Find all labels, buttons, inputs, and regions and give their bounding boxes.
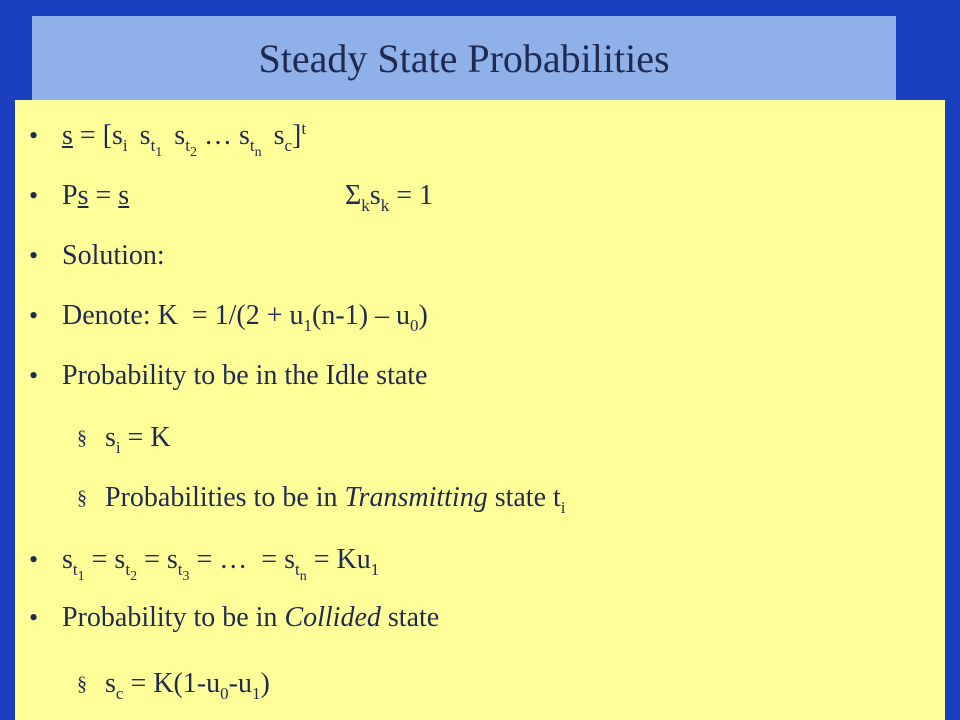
sub-bullet-transmitting: [15, 478, 945, 518]
collided-probability-text: Probability to be in Collided state: [62, 602, 440, 633]
slide-content: [15, 100, 945, 720]
normalization-equation: $\Sigma_ks_k = 1$: [345, 180, 433, 215]
idle-value-text: $s_i = K$: [105, 422, 171, 457]
idle-probability-text: Probability to be in the Idle state: [62, 360, 428, 391]
bullet-marker: •: [29, 361, 39, 390]
bullet-marker: •: [29, 301, 39, 330]
bullet-marker: •: [29, 121, 39, 150]
sub-bullet-idle-value: [15, 418, 945, 458]
transmitting-equalities-text: $s_{t_1} = s_{t_2} = s_{t_3}$ = … = $s_{t_n} = Ku_1$: [62, 544, 380, 584]
bullet-solution: [15, 236, 945, 276]
bullet-marker: •: [29, 603, 39, 632]
bullet-balance-equation: [15, 176, 945, 216]
bullet-state-vector: [15, 116, 945, 160]
sub-bullet-marker: §: [77, 427, 87, 449]
bullet-marker: •: [29, 241, 39, 270]
bullet-marker: •: [29, 545, 39, 574]
state-vector-text: $s = [s_i$ $s_{t_1}s_{t_2}$ … $s_{t_n}s_c]^t$: [62, 119, 307, 160]
balance-equation-text: Ps = s: [62, 180, 130, 211]
bullet-marker: •: [29, 181, 39, 210]
sub-bullet-marker: §: [77, 487, 87, 509]
title-bar: [32, 16, 896, 100]
bullet-collided-probability: [15, 598, 945, 638]
transmitting-text: Probabilities to be in Transmitting state $t_i$: [105, 482, 566, 517]
bullet-transmitting-equalities: [15, 540, 945, 584]
bullet-idle-probability: [15, 356, 945, 396]
sub-bullet-collided-value: [15, 664, 945, 704]
bullet-denote: [15, 296, 945, 336]
sub-bullet-marker: §: [77, 673, 87, 695]
collided-value-text: $s_c = K(1-u_0-u_1)$: [105, 668, 270, 703]
slide-title: Steady State Probabilities: [258, 35, 670, 81]
solution-label: Solution:: [62, 240, 165, 271]
denote-text: Denote: $K = 1/(2 + u_1(n-1) - u_0)$: [62, 300, 428, 335]
